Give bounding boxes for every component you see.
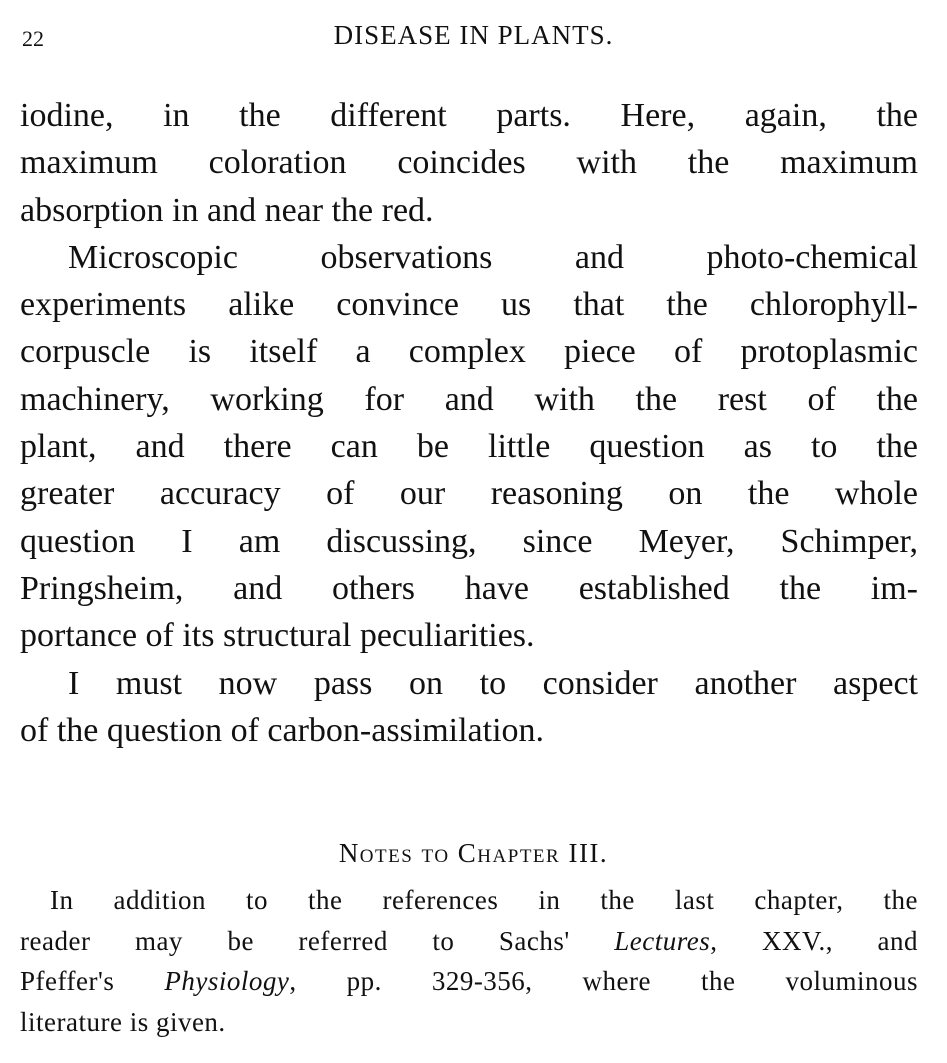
- text-line: Pringsheim, and others have established the im-: [20, 569, 918, 607]
- book-title: Lectures: [614, 925, 711, 956]
- running-title: DISEASE IN PLANTS.: [333, 20, 614, 50]
- note-text: Pfeffer's: [20, 966, 115, 996]
- body-text: [20, 92, 918, 754]
- text-line: maximum coloration coincides with the maximum: [20, 144, 918, 182]
- notes-heading: Notes to Chapter III.: [338, 838, 609, 868]
- text-line: of the question of carbon-assimilation.: [20, 711, 545, 749]
- text-line: iodine, in the different parts. Here, again, the: [20, 97, 918, 134]
- text-line: I must now pass on to consider another aspect: [68, 664, 918, 702]
- note-text: reader may be referred to Sachs': [20, 925, 570, 956]
- text-line: greater accuracy of our reasoning on the whole: [20, 475, 918, 513]
- note-text: , pp. 329-356, where the voluminous: [289, 966, 918, 996]
- note-line: literature is given.: [20, 1006, 226, 1037]
- text-line: portance of its structural peculiarities.: [20, 617, 535, 655]
- text-line: plant, and there can be little question as to the: [20, 428, 918, 466]
- note-line: In addition to the references in the last chapter, the: [50, 885, 918, 915]
- text-line: machinery, working for and with the rest of the: [20, 380, 918, 418]
- text-line: Microscopic observations and photo-chemical: [68, 238, 918, 276]
- page-number: 22: [22, 26, 44, 51]
- text-line: experiments alike convince us that the chlorophyll-: [20, 286, 918, 324]
- note-text: , XXV., and: [710, 925, 919, 956]
- note-line: [20, 961, 918, 1002]
- text-line: question I am discussing, since Meyer, Schimper,: [20, 522, 918, 560]
- text-line: corpuscle is itself a complex piece of protoplasmic: [20, 333, 918, 371]
- book-title: Physiology: [164, 966, 290, 996]
- text-line: absorption in and near the red.: [20, 191, 434, 229]
- notes-text: [20, 880, 918, 1042]
- note-line: [20, 921, 918, 962]
